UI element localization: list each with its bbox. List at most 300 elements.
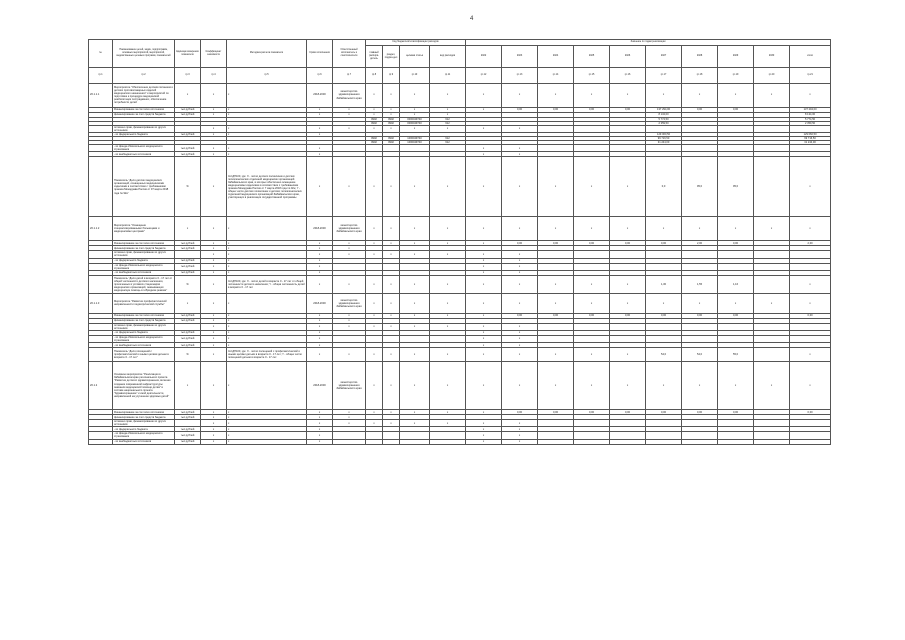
row-name: Финансирование за счет всех источников [113, 313, 175, 318]
row-year-value: х [610, 275, 646, 293]
row-year-value [754, 348, 790, 362]
row-year-value: х [502, 217, 538, 241]
row-name: - из фонда обязательного медицинского страхования [113, 263, 175, 270]
row-exec: х [333, 313, 366, 318]
row-unit: тыс.рублей [175, 313, 201, 318]
row-expense: х [430, 323, 466, 330]
row-year-value: х [466, 335, 502, 342]
row-section: х [383, 157, 400, 217]
header-year: 2024 [538, 46, 574, 68]
row-term: х [307, 157, 333, 217]
row-year-value [538, 145, 574, 152]
row-method: Ind ДП100, где: Х - число детей в возрасте 0 - 17 лет от общей численности детского населения; Y - общая численность детей в возрасте 0 - 17 лет [227, 275, 307, 293]
column-number: гр.2 [113, 68, 175, 84]
row-name: Мероприятие "Оснащение специализированными больницами и медицинскими центрами" [113, 217, 175, 241]
row-section: х [383, 217, 400, 241]
row-unit: тыс.рублей [175, 241, 201, 246]
row-grbs: х [366, 125, 383, 132]
row-year-value: х [466, 270, 502, 275]
row-grbs: х [366, 293, 383, 313]
row-grbs: х [366, 323, 383, 330]
row-year-value [538, 125, 574, 132]
row-year-value [682, 323, 718, 330]
row-year-value: 55,0 [718, 348, 754, 362]
row-exec [333, 263, 366, 270]
row-year-value [574, 263, 610, 270]
row-year-value [682, 251, 718, 258]
row-coef: х [201, 415, 227, 420]
row-expense: х [430, 362, 466, 410]
row-year-value [718, 335, 754, 342]
row-year-value: х [610, 83, 646, 107]
row-name: - из фонда обязательного медицинского страхования [113, 432, 175, 439]
row-expense: 612 [430, 117, 466, 121]
row-year-value: х [502, 420, 538, 427]
row-coef: х [201, 275, 227, 293]
row-term: 2018-2030 [307, 293, 333, 313]
row-term: х [307, 415, 333, 420]
row-coef: х [201, 348, 227, 362]
row-year-value: 0,00 [538, 107, 574, 112]
row-coef: х [201, 112, 227, 117]
row-year-value: 2 359,50 [646, 121, 682, 125]
row-method: х [227, 270, 307, 275]
row-grbs [366, 432, 383, 439]
row-year-value: 0,00 [718, 313, 754, 318]
row-year-value: 0,00 [574, 410, 610, 415]
row-target: 0000049740 [400, 121, 430, 125]
row-grbs: 0902 [366, 137, 383, 141]
row-year-value: х [682, 293, 718, 313]
row-unit: тыс.рублей [175, 432, 201, 439]
header-method: Методика расчета показателя [227, 40, 307, 68]
row-year-value: х [754, 83, 790, 107]
row-total: 5 774,50 [790, 117, 831, 121]
row-year-value: 0,00 [502, 241, 538, 246]
header-exec: Ответственный исполнитель и соисполнители [333, 40, 366, 68]
row-year-value: 8 134,00 [646, 112, 682, 117]
row-expense: 612 [430, 121, 466, 125]
row-method: х [227, 439, 307, 444]
row-exec: х [333, 157, 366, 217]
row-unit: тыс.рублей [175, 427, 201, 432]
row-method: х [227, 251, 307, 258]
row-exec: министерство здравоохранения Забайкальского края [333, 362, 366, 410]
header-year: 2027 [646, 46, 682, 68]
row-name: оплачено прав, финансирование из других источников [113, 323, 175, 330]
row-year-value: х [466, 427, 502, 432]
row-expense: 612 [430, 141, 466, 145]
row-year-value: 129 060,50 [646, 132, 682, 136]
row-year-value: х [502, 427, 538, 432]
row-year-value: 0,00 [646, 313, 682, 318]
column-number: гр.7 [333, 68, 366, 84]
row-method: х [227, 415, 307, 420]
row-year-value: х [610, 362, 646, 410]
row-total: х [790, 217, 831, 241]
row-year-value: 2,00 [682, 241, 718, 246]
header-year: 2026 [610, 46, 646, 68]
row-exec: х [333, 241, 366, 246]
row-total [790, 145, 831, 152]
row-method: Ind ДП100, где: Х - число детских поликлиник и детских поликлинических отделений медицинских организаций Забайкальского края, в которых обеспечено оснащение медицинскими изделиями в соответствии с требованиями приказа Минздрава России от 7 марта 2018 года № 92н; Y - общее число детских поликлиник и детских поликлинических отделений медицинских организаций Забайкальского края, участвующих в реализации государственной программы [227, 157, 307, 217]
row-year-value [538, 263, 574, 270]
row-name: - из фонда обязательного медицинского страхования [113, 335, 175, 342]
table-row [89, 362, 831, 410]
row-year-value: х [754, 293, 790, 313]
row-year-value: х [466, 348, 502, 362]
row-num [89, 145, 113, 152]
row-expense [430, 145, 466, 152]
row-name: - из внебюджетных источников [113, 152, 175, 157]
row-name: - из федерального бюджета [113, 330, 175, 335]
row-coef: х [201, 318, 227, 323]
row-year-value: х [466, 157, 502, 217]
row-section [383, 145, 400, 152]
row-total [790, 432, 831, 439]
row-term: х [307, 258, 333, 263]
row-method: х [227, 427, 307, 432]
row-unit: тыс.рублей [175, 145, 201, 152]
row-target: х [400, 348, 430, 362]
row-year-value [682, 420, 718, 427]
row-section: х [383, 420, 400, 427]
row-coef: х [201, 251, 227, 258]
row-section: х [383, 107, 400, 112]
row-year-value [682, 125, 718, 132]
row-name: Мероприятие "Развитие профилактической направленности педиатрической службы" [113, 293, 175, 313]
row-total: х [790, 275, 831, 293]
row-total: 137 294,00 [790, 107, 831, 112]
row-year-value [574, 432, 610, 439]
row-year-value: х [502, 439, 538, 444]
row-name: оплачено прав, финансирование из других источников [113, 251, 175, 258]
row-year-value [610, 125, 646, 132]
column-number: гр.17 [646, 68, 682, 84]
column-number: гр.9 [383, 68, 400, 84]
row-year-value [682, 145, 718, 152]
row-name: - из внебюджетных источников [113, 343, 175, 348]
column-number: гр.16 [610, 68, 646, 84]
row-year-value [538, 251, 574, 258]
row-year-value: х [502, 330, 538, 335]
row-name: Показатель "Доля посещений с профилактической и иными целями детьми в возрасте 0 - 17 лет" [113, 348, 175, 362]
row-unit: х [175, 362, 201, 410]
row-unit: % [175, 348, 201, 362]
table-row [89, 83, 831, 107]
row-method: х [227, 410, 307, 415]
row-target: х [400, 313, 430, 318]
row-section: х [383, 362, 400, 410]
row-year-value: 54,0 [646, 348, 682, 362]
row-year-value: 0,00 [502, 107, 538, 112]
row-term: х [307, 246, 333, 251]
row-unit: тыс.рублей [175, 270, 201, 275]
row-year-value [646, 335, 682, 342]
column-number: гр.21 [790, 68, 831, 84]
row-expense: х [430, 348, 466, 362]
row-total: х [790, 348, 831, 362]
row-year-value [754, 432, 790, 439]
row-unit: тыс.рублей [175, 415, 201, 420]
row-expense: х [430, 251, 466, 258]
row-total: х [790, 157, 831, 217]
column-number-row [89, 68, 831, 84]
row-total [790, 263, 831, 270]
row-year-value: х [754, 217, 790, 241]
row-year-value: 0,00 [610, 241, 646, 246]
row-year-value: х [466, 145, 502, 152]
row-year-value [754, 145, 790, 152]
row-coef: х [201, 125, 227, 132]
row-method: х [227, 246, 307, 251]
row-method: х [227, 420, 307, 427]
row-expense: х [430, 410, 466, 415]
row-coef: х [201, 270, 227, 275]
row-grbs: х [366, 362, 383, 410]
row-expense: х [430, 157, 466, 217]
row-year-value [538, 439, 574, 444]
row-year-value: 54,0 [682, 348, 718, 362]
row-coef: х [201, 217, 227, 241]
row-term: х [307, 241, 333, 246]
row-year-value: 95,0 [682, 157, 718, 217]
row-year-value: х [466, 125, 502, 132]
page-number: 4 [470, 16, 474, 22]
row-year-value [610, 251, 646, 258]
row-year-value [682, 263, 718, 270]
row-section: х [383, 293, 400, 313]
row-year-value: 0,00 [538, 241, 574, 246]
column-number: гр.14 [538, 68, 574, 84]
row-year-value: х [466, 152, 502, 157]
row-term: 2018-2030 [307, 217, 333, 241]
row-year-value [610, 323, 646, 330]
row-total: х [790, 362, 831, 410]
row-term: х [307, 348, 333, 362]
row-grbs: х [366, 251, 383, 258]
column-number: гр.5 [227, 68, 307, 84]
row-target: х [400, 323, 430, 330]
row-year-value: х [466, 410, 502, 415]
row-expense: х [430, 125, 466, 132]
row-exec: х [333, 107, 366, 112]
row-exec [333, 439, 366, 444]
table-row [89, 439, 831, 444]
header-grbs: главный распоря-дитель [366, 46, 383, 68]
row-term: х [307, 107, 333, 112]
row-num [89, 251, 113, 258]
row-target: х [400, 410, 430, 415]
row-year-value [718, 420, 754, 427]
row-year-value [610, 432, 646, 439]
row-coef: х [201, 313, 227, 318]
row-year-value [574, 420, 610, 427]
row-coef: х [201, 439, 227, 444]
row-total [790, 439, 831, 444]
row-year-value: х [466, 313, 502, 318]
row-term: х [307, 251, 333, 258]
row-section [383, 439, 400, 444]
row-coef: х [201, 145, 227, 152]
column-number: гр.11 [430, 68, 466, 84]
program-table [88, 39, 831, 445]
row-exec [333, 335, 366, 342]
header-year: 2029 [718, 46, 754, 68]
row-method: х [227, 323, 307, 330]
column-number: гр.8 [366, 68, 383, 84]
row-num: 20.1.1.2 [89, 217, 113, 241]
column-number: гр.3 [175, 68, 201, 84]
header-num: № [89, 40, 113, 68]
row-unit: тыс.рублей [175, 246, 201, 251]
row-year-value [646, 125, 682, 132]
row-coef: х [201, 241, 227, 246]
row-method: х [227, 313, 307, 318]
row-term: х [307, 112, 333, 117]
table-row [89, 432, 831, 439]
header-year: 2022 [466, 46, 502, 68]
row-term: х [307, 132, 333, 136]
row-expense: х [430, 217, 466, 241]
row-year-value: х [538, 157, 574, 217]
row-target: 0000049740 [400, 117, 430, 121]
row-year-value [754, 157, 790, 217]
row-target: х [400, 217, 430, 241]
row-target: х [400, 251, 430, 258]
row-section: 0902 [383, 137, 400, 141]
row-year-value [646, 323, 682, 330]
row-unit: тыс.рублей [175, 410, 201, 415]
column-number: гр.12 [466, 68, 502, 84]
row-term: х [307, 152, 333, 157]
row-unit: тыс.рублей [175, 335, 201, 342]
row-year-value: 137 294,00 [646, 107, 682, 112]
row-unit: тыс.рублей [175, 318, 201, 323]
row-coef: х [201, 152, 227, 157]
row-exec: х [333, 420, 366, 427]
row-year-value: 0,00 [718, 410, 754, 415]
row-year-value: х [646, 293, 682, 313]
row-method: х [227, 362, 307, 410]
row-year-value: х [502, 258, 538, 263]
row-num: 20.1.1.1 [89, 83, 113, 107]
row-year-value: х [574, 348, 610, 362]
row-coef: х [201, 323, 227, 330]
row-name: - из федерального бюджета [113, 427, 175, 432]
row-year-value: 0,00 [682, 313, 718, 318]
row-grbs: х [366, 275, 383, 293]
row-total: 99 716,50 [790, 137, 831, 141]
table-row [89, 125, 831, 132]
row-unit [175, 251, 201, 258]
row-num [89, 432, 113, 439]
row-year-value: х [682, 83, 718, 107]
row-year-value: х [502, 157, 538, 217]
row-year-value: х [466, 439, 502, 444]
column-number: гр.6 [307, 68, 333, 84]
row-year-value: х [574, 157, 610, 217]
row-exec: х [333, 275, 366, 293]
row-coef: х [201, 258, 227, 263]
row-num [89, 420, 113, 427]
row-year-value: х [538, 293, 574, 313]
header-code-group: Код бюджетной классификации расходов [366, 40, 466, 46]
row-section: х [383, 241, 400, 246]
table-row [89, 293, 831, 313]
row-year-value: х [466, 275, 502, 293]
row-unit: х [175, 293, 201, 313]
row-year-value: 0,00 [538, 313, 574, 318]
row-year-value: х [502, 275, 538, 293]
row-section: х [383, 125, 400, 132]
row-method: х [227, 107, 307, 112]
row-name: - из федерального бюджета [113, 132, 175, 136]
row-term: х [307, 410, 333, 415]
row-year-value: х [610, 348, 646, 362]
row-year-value: 95,0 [718, 157, 754, 217]
row-year-value [754, 251, 790, 258]
row-term: х [307, 313, 333, 318]
row-target: х [400, 293, 430, 313]
row-year-value: х [502, 152, 538, 157]
row-year-value [682, 432, 718, 439]
table-row [89, 157, 831, 217]
row-exec: х [333, 348, 366, 362]
row-year-value: х [466, 258, 502, 263]
row-year-value: 0,00 [574, 313, 610, 318]
row-total: 2 359,50 [790, 121, 831, 125]
row-grbs [366, 263, 383, 270]
row-expense: 612 [430, 137, 466, 141]
row-year-value: 0,0 [646, 157, 682, 217]
row-unit: тыс.рублей [175, 439, 201, 444]
row-unit: тыс.рублей [175, 152, 201, 157]
row-total: х [790, 293, 831, 313]
row-name: - из фонда обязательного медицинского страхования [113, 145, 175, 152]
row-grbs: х [366, 348, 383, 362]
table-row [89, 263, 831, 270]
row-unit: тыс.рублей [175, 263, 201, 270]
row-term: х [307, 323, 333, 330]
row-year-value [646, 439, 682, 444]
row-year-value: х [502, 251, 538, 258]
row-method: х [227, 343, 307, 348]
row-year-value: х [718, 217, 754, 241]
row-year-value: х [538, 348, 574, 362]
row-coef: х [201, 330, 227, 335]
row-year-value: 0,00 [646, 241, 682, 246]
row-year-value [718, 145, 754, 152]
row-year-value [574, 439, 610, 444]
row-year-value: х [502, 362, 538, 410]
table-body [89, 83, 831, 444]
row-target: х [400, 157, 430, 217]
row-num: 20.1.1.3 [89, 293, 113, 313]
row-exec: министерство здравоохранения Забайкальского края [333, 217, 366, 241]
row-total: 2,00 [790, 241, 831, 246]
row-coef: х [201, 432, 227, 439]
row-exec: х [333, 246, 366, 251]
row-total [790, 251, 831, 258]
row-name: оплачено прав, финансирование из других источников [113, 125, 175, 132]
row-target: 1000049740 [400, 141, 430, 145]
row-total: 0,00 [790, 313, 831, 318]
row-grbs [366, 439, 383, 444]
row-term: х [307, 330, 333, 335]
table-row [89, 145, 831, 152]
row-method: х [227, 132, 307, 136]
